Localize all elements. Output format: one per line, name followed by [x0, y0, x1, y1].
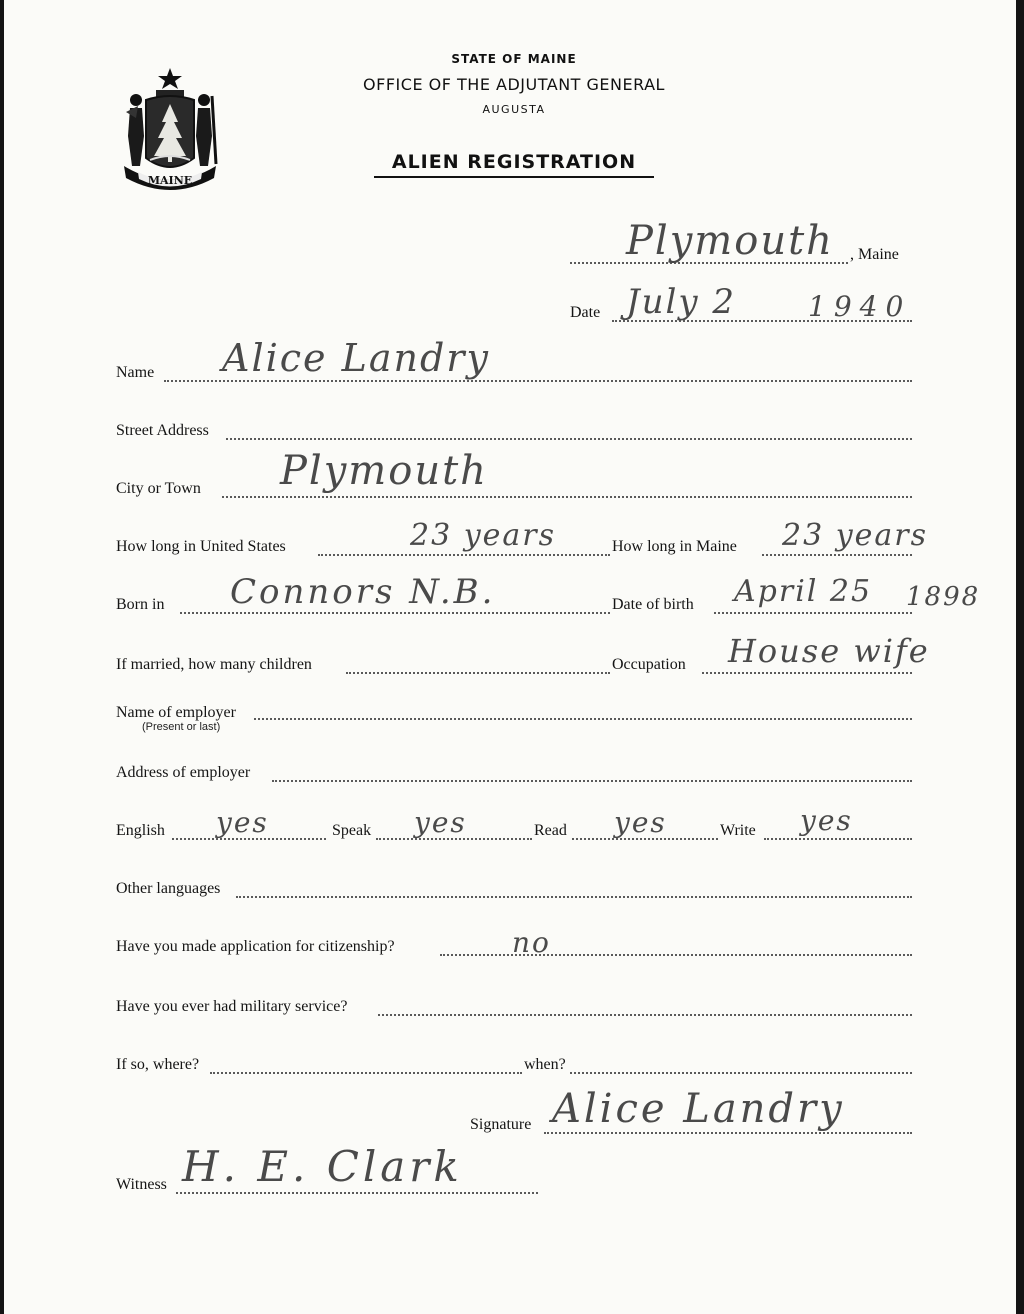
- where-line: [210, 1072, 522, 1074]
- read-label: Read: [534, 822, 567, 839]
- other-languages-label: Other languages: [116, 880, 221, 897]
- read-value: yes: [614, 806, 667, 839]
- maine-duration-value: 23 years: [782, 518, 929, 553]
- office-heading: OFFICE OF THE ADJUTANT GENERAL: [363, 75, 665, 94]
- born-in-value: Connors N.B.: [230, 572, 496, 612]
- citizenship-line: [440, 954, 912, 956]
- signature-line: [544, 1132, 912, 1134]
- employer-label: Name of employer: [116, 704, 236, 721]
- where-label: If so, where?: [116, 1056, 200, 1073]
- employer-address-line: [272, 780, 912, 782]
- street-label: Street Address: [116, 422, 209, 439]
- date-value: July 2: [626, 282, 737, 322]
- name-value: Alice Landry: [222, 336, 490, 380]
- city-label: City or Town: [116, 480, 201, 497]
- witness-value: H. E. Clark: [182, 1142, 463, 1191]
- occupation-value: House wife: [728, 632, 930, 670]
- employer-line: [254, 718, 912, 720]
- maine-duration-label: How long in Maine: [612, 538, 737, 555]
- dob-label: Date of birth: [612, 596, 694, 613]
- write-value: yes: [800, 804, 853, 837]
- maine-state-seal-icon: [116, 66, 224, 190]
- signature-value: Alice Landry: [552, 1086, 845, 1132]
- city-value: Plymouth: [280, 448, 488, 494]
- us-duration-value: 23 years: [410, 518, 557, 553]
- name-line: [164, 380, 912, 382]
- children-label: If married, how many children: [116, 656, 312, 673]
- dob-line: [714, 612, 912, 614]
- born-in-line: [180, 612, 610, 614]
- registration-form: [4, 0, 1016, 1314]
- citizenship-value: no: [512, 926, 551, 959]
- when-label: when?: [524, 1056, 566, 1073]
- speak-value: yes: [414, 806, 467, 839]
- citizenship-label: Have you made application for citizenship?: [116, 938, 395, 955]
- seal-banner-text: MAINE: [147, 174, 193, 187]
- employer-sublabel: (Present or last): [142, 721, 221, 733]
- english-value: yes: [216, 806, 269, 839]
- military-line: [378, 1014, 912, 1016]
- name-label: Name: [116, 364, 155, 381]
- maine-duration-line: [762, 554, 912, 556]
- occupation-line: [702, 672, 912, 674]
- date-year: 1940: [808, 290, 912, 323]
- us-duration-label: How long in United States: [116, 538, 286, 555]
- witness-label: Witness: [116, 1176, 167, 1193]
- form-title: ALIEN REGISTRATION: [391, 151, 637, 173]
- witness-line: [176, 1192, 538, 1194]
- children-line: [346, 672, 610, 674]
- when-line: [570, 1072, 912, 1074]
- english-label: English: [116, 822, 165, 839]
- dob-value: April 25: [734, 574, 873, 609]
- dob-year: 1898: [906, 582, 981, 612]
- other-languages-line: [236, 896, 912, 898]
- write-line: [764, 838, 912, 840]
- military-label: Have you ever had military service?: [116, 998, 348, 1015]
- title-underline: [374, 176, 654, 178]
- place-suffix: , Maine: [850, 246, 899, 263]
- city-heading: AUGUSTA: [482, 103, 546, 116]
- write-label: Write: [720, 822, 756, 839]
- city-line: [222, 496, 912, 498]
- us-duration-line: [318, 554, 610, 556]
- born-in-label: Born in: [116, 596, 165, 613]
- place-value: Plymouth: [626, 218, 834, 264]
- speak-label: Speak: [332, 822, 372, 839]
- street-line: [226, 438, 912, 440]
- signature-label: Signature: [470, 1116, 532, 1133]
- date-label: Date: [570, 304, 601, 321]
- employer-address-label: Address of employer: [116, 764, 251, 781]
- state-heading: STATE OF MAINE: [451, 52, 577, 66]
- occupation-label: Occupation: [612, 656, 686, 673]
